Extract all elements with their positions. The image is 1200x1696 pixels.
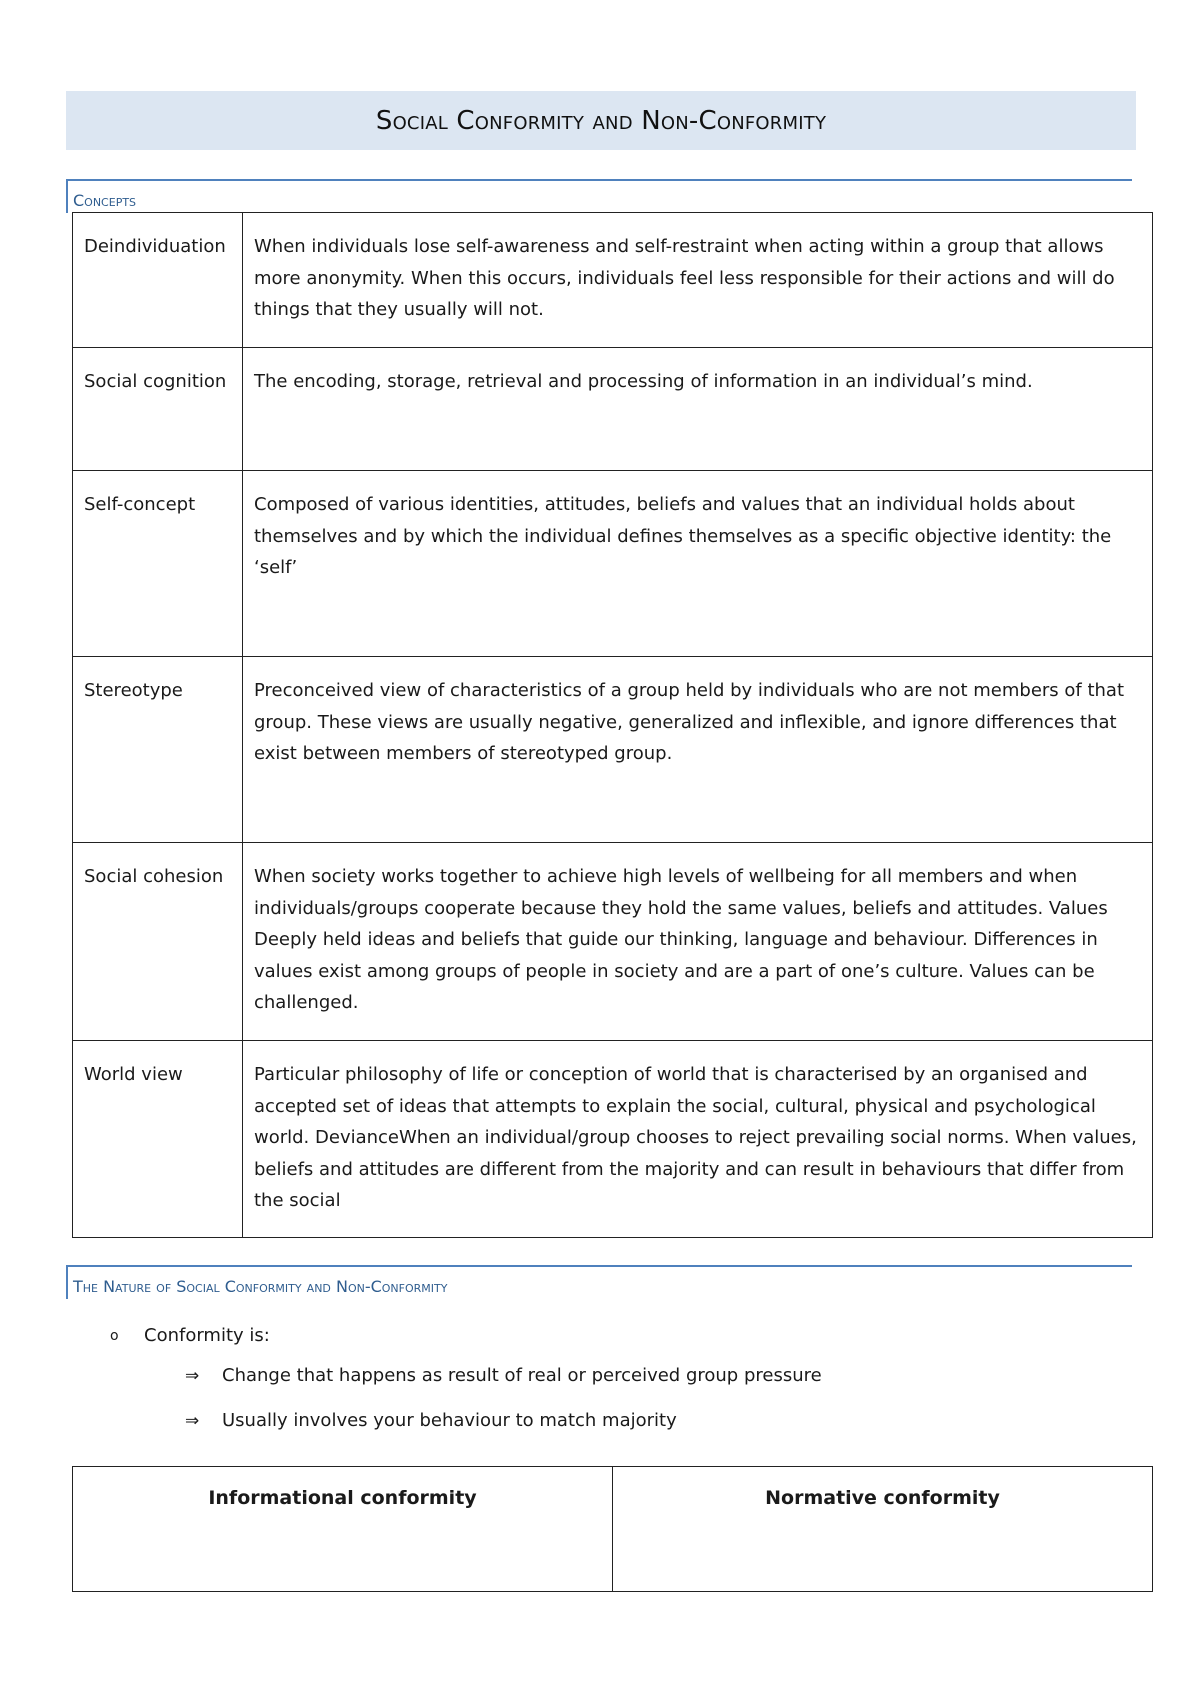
concept-definition: Composed of various identities, attitudes, beliefs and values that an individual holds about themselves and by which the individual defines themselves as a specific objective identity: the ‘self’ — [243, 471, 1153, 657]
bullet-text: Conformity is: — [144, 1325, 270, 1346]
conformity-types-table — [72, 1466, 1153, 1592]
concept-definition: Preconceived view of characteristics of a group held by individuals who are not members of that group. These views are usually negative, generalized and inflexible, and ignore differences that exist between members of stereotyped group. — [243, 657, 1153, 843]
arrow-marker: ⇒ — [185, 1410, 200, 1431]
concept-definition: When society works together to achieve high levels of wellbeing for all members and when individuals/groups cooperate because they hold the same values, beliefs and attitudes. Values Deeply held ideas and beliefs that guide our thinking, language and behaviour. Differences in values exist among groups of people in society and are a part of one’s culture. Values can be challenged. — [243, 843, 1153, 1041]
table-row — [73, 471, 1153, 657]
nature-heading-block — [66, 1265, 1132, 1299]
table-header-informational: Informational conformity — [73, 1467, 613, 1592]
bullet-marker: o — [110, 1327, 119, 1344]
table-row — [73, 657, 1153, 843]
table-row — [73, 213, 1153, 348]
page-title: Social Conformity and Non-Conformity — [375, 105, 827, 136]
sub-item-text: Usually involves your behaviour to match majority — [222, 1410, 677, 1431]
concept-term: World view — [73, 1041, 243, 1238]
arrow-marker: ⇒ — [185, 1365, 200, 1386]
concepts-heading-block — [66, 179, 1132, 213]
concept-term: Deindividuation — [73, 213, 243, 348]
table-row — [73, 843, 1153, 1041]
concepts-heading: Concepts — [73, 191, 137, 210]
table-row — [73, 348, 1153, 471]
title-banner — [66, 91, 1136, 150]
nature-heading: The Nature of Social Conformity and Non-Conformity — [73, 1277, 448, 1296]
concept-definition: The encoding, storage, retrieval and processing of information in an individual’s mind. — [243, 348, 1153, 471]
concept-definition: When individuals lose self-awareness and self-restraint when acting within a group that allows more anonymity. When this occurs, individuals feel less responsible for their actions and will do things that they usually will not. — [243, 213, 1153, 348]
list-item — [185, 1365, 822, 1386]
concept-term: Stereotype — [73, 657, 243, 843]
table-header-normative: Normative conformity — [613, 1467, 1153, 1592]
list-item — [185, 1410, 677, 1431]
concept-term: Social cohesion — [73, 843, 243, 1041]
table-row — [73, 1041, 1153, 1238]
sub-item-text: Change that happens as result of real or perceived group pressure — [222, 1365, 822, 1386]
list-item — [110, 1325, 270, 1346]
concept-definition: Particular philosophy of life or conception of world that is characterised by an organised and accepted set of ideas that attempts to explain the social, cultural, physical and psychological world. DevianceWhen an individual/group chooses to reject prevailing social norms. When values, beliefs and attitudes are different from the majority and can result in behaviours that differ from the social — [243, 1041, 1153, 1238]
table-row — [73, 1467, 1153, 1592]
concept-term: Self-concept — [73, 471, 243, 657]
concepts-table — [72, 212, 1153, 1238]
concept-term: Social cognition — [73, 348, 243, 471]
